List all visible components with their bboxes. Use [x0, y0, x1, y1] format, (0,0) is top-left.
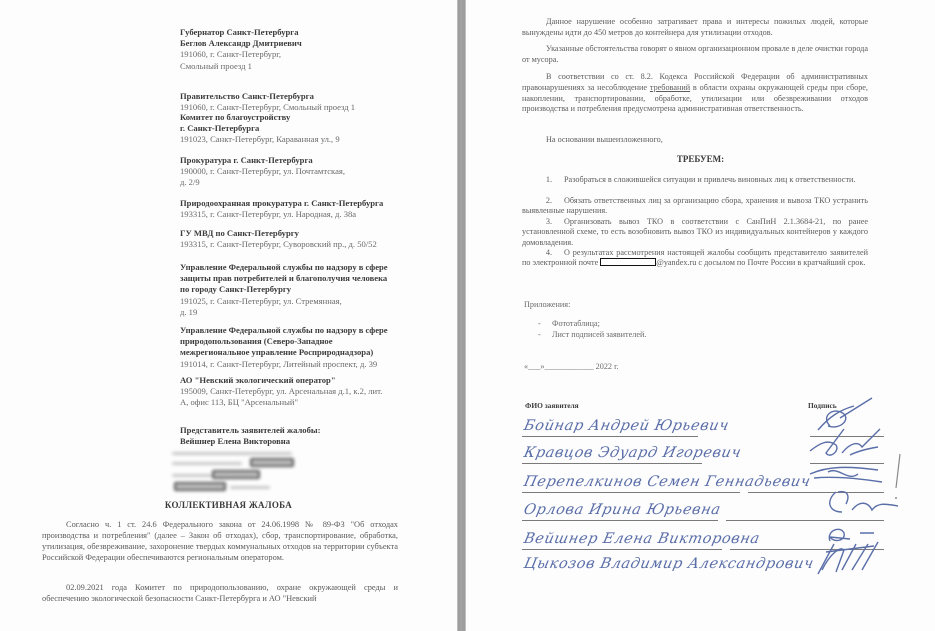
underlined-term: требований: [649, 82, 691, 92]
date-line: «___»____________ 2022 г.: [524, 362, 619, 371]
addressee-name: Прокуратура г. Санкт-Петербурга: [180, 155, 313, 165]
name-underline: [522, 492, 740, 493]
pen-mark-icon: [892, 452, 904, 507]
redacted-contact-info: [172, 448, 322, 504]
signature-row: [520, 548, 890, 576]
body-paragraph: Указанные обстоятельства говорят о явном организационном провале в деле очистки города от мусора.: [522, 44, 868, 64]
addressee-name: г. Санкт-Петербурга: [180, 123, 260, 134]
demand-item: 2. Обязать ответственных лиц за организацию сбора, хранения и вывоза ТКО устранить выявленные нарушения.: [522, 196, 868, 216]
attachment-item: - Фототаблица;: [538, 318, 646, 329]
addressee-name: природопользования (Северо-Западное: [180, 336, 333, 347]
addressee-address: 191060, г. Санкт-Петербург, Смольный проезд 1: [180, 102, 356, 113]
attachments-list: [538, 318, 646, 340]
addressee-address: 193315, г. Санкт-Петербург, Суворовский пр., д. 50/52: [180, 239, 377, 250]
page-divider: [457, 0, 466, 631]
body-paragraph: На основании вышеизложенного,: [546, 135, 663, 144]
addressee-address: 191025, г. Санкт-Петербург, ул. Стремянная,: [180, 295, 342, 306]
addressee-name: Беглов Александр Дмитриевич: [180, 38, 302, 49]
addressee-address: 191014, г. Санкт-Петербург, Литейный проспект, д. 39: [180, 358, 378, 369]
document-page-left: [0, 0, 457, 631]
demand-item: 1. Разобраться в сложившейся ситуации и привлечь виновных лиц к ответственности.: [545, 175, 856, 184]
demand-item: 3. Организовать вывоз ТКО в соответствии с СанПиН 2.1.3684-21, по ранее установленной схеме, то есть возобновить вывоз ТКО из индивидуальных контейнеров у каждого домовладения.: [522, 217, 868, 247]
addressee-block: [180, 198, 430, 220]
body-paragraph: В соответствии со ст. 8.2. Кодекса Российской Федерации об административных правонарушениях за несоблюдение требований в области охраны окружающей среды при сборе, накоплении, транспортировании, обработке, утилизации или обезвреживании отходов производства и потребления предусмотрена административная ответственность.: [522, 72, 868, 114]
attachment-item: - Лист подписей заявителей.: [538, 329, 646, 340]
addressee-block: [180, 155, 430, 189]
addressee-block: [180, 425, 430, 447]
signature-row: [520, 494, 890, 522]
addressee-name: Управление Федеральной службы по надзору в сфере: [180, 262, 388, 272]
addressee-address: Смольный проезд 1: [180, 60, 252, 71]
handwritten-signatory-name: Перепелкинов Семен Геннадьевич: [522, 474, 813, 490]
addressee-address: 191060, г. Санкт-Петербург,: [180, 49, 281, 60]
addressee-name: Вейшнер Елена Викторовна: [180, 436, 291, 447]
addressee-block: [180, 375, 430, 409]
addressee-block: [180, 27, 430, 72]
handwritten-signatory-name: Бойнар Андрей Юрьевич: [522, 418, 731, 434]
addressee-name: Комитет по благоустройству: [180, 112, 291, 122]
name-underline: [522, 520, 718, 521]
addressee-name: защиты прав потребителей и благополучия человека: [180, 273, 388, 284]
addressee-block: [180, 262, 430, 318]
document-title: КОЛЛЕКТИВНАЯ ЖАЛОБА: [164, 500, 293, 510]
addressee-address: 191023, Санкт-Петербург, Караванная ул., 9: [180, 134, 340, 145]
body-paragraph: Согласно ч. 1 ст. 24.6 Федерального закона от 24.06.1998 № 89-ФЗ "Об отходах производства и потребления" (далее – Закон об отходах), сбор, транспортирование, обработка, утилизация, обезвреживание, захоронение твердых коммунальных отходов на территории субъекта Российской Федерации обеспечиваются региональным оператором.: [42, 520, 398, 562]
handwritten-signatory-name: Кравцов Эдуард Игоревич: [522, 445, 743, 461]
handwritten-signatory-name: Вейшнер Елена Викторовна: [522, 531, 762, 547]
addressee-address: 195009, Санкт-Петербург, ул. Арсенальная д.1, к.2, лит.: [180, 386, 383, 397]
addressee-address: 190000, г. Санкт-Петербург, ул. Почтамтская,: [180, 166, 345, 177]
body-paragraph: Данное нарушение особенно затрагивает права и интересы пожилых людей, которые вынуждены идти до 450 метров до контейнера для утилизации отходов.: [522, 17, 868, 37]
addressee-address: 193315, г. Санкт-Петербург, ул. Народная, д. 38а: [180, 209, 357, 220]
addressee-address: А, офис 113, БЦ "Арсенальный": [180, 397, 299, 408]
attachments-label: Приложения:: [524, 300, 571, 309]
redacted-email: [600, 258, 656, 266]
handwritten-signatory-name: Цыкозов Владимир Александрович: [522, 556, 816, 572]
demand-item: 4. О результатах рассмотрения настоящей жалобы сообщить представителю заявителей по электронной почте @yandex.ru с досылом по Почте России в кратчайший срок.: [522, 248, 868, 268]
signature-header: Подпись: [808, 401, 837, 410]
addressee-block: [180, 91, 430, 113]
addressee-name: по городу Санкт-Петербургу: [180, 284, 292, 295]
addressee-name: АО "Невский экологический оператор": [180, 375, 336, 385]
addressee-name: Губернатор Санкт-Петербурга: [180, 27, 299, 37]
signatory-name-header: ФИО заявителя: [525, 401, 579, 410]
handwritten-signatory-name: Орлова Ирина Юрьевна: [522, 502, 723, 518]
addressee-name: Природоохранная прокуратура г. Санкт-Петербурга: [180, 198, 384, 208]
addressee-address: д. 2/9: [180, 177, 200, 188]
addressee-address: д. 19: [180, 306, 198, 317]
addressee-block: [180, 325, 430, 370]
demand-heading: ТРЕБУЕМ:: [676, 154, 725, 164]
addressee-name: межрегиональное управление Росприроднадзора): [180, 347, 374, 358]
addressee-block: [180, 228, 430, 250]
addressee-name: ГУ МВД по Санкт-Петербургу: [180, 228, 299, 238]
addressee-block: [180, 112, 430, 146]
name-underline: [522, 463, 702, 464]
addressee-name: Правительство Санкт-Петербурга: [180, 91, 314, 101]
signature-mark-icon: [812, 540, 882, 581]
addressee-name: Управление Федеральной службы по надзору в сфере: [180, 325, 388, 335]
body-paragraph: 02.09.2021 года Комитет по природопользованию, охране окружающей среды и обеспечению экологической безопасности Санкт-Петербурга и АО "Невский: [42, 583, 398, 603]
addressee-name: Представитель заявителей жалобы:: [180, 425, 321, 435]
